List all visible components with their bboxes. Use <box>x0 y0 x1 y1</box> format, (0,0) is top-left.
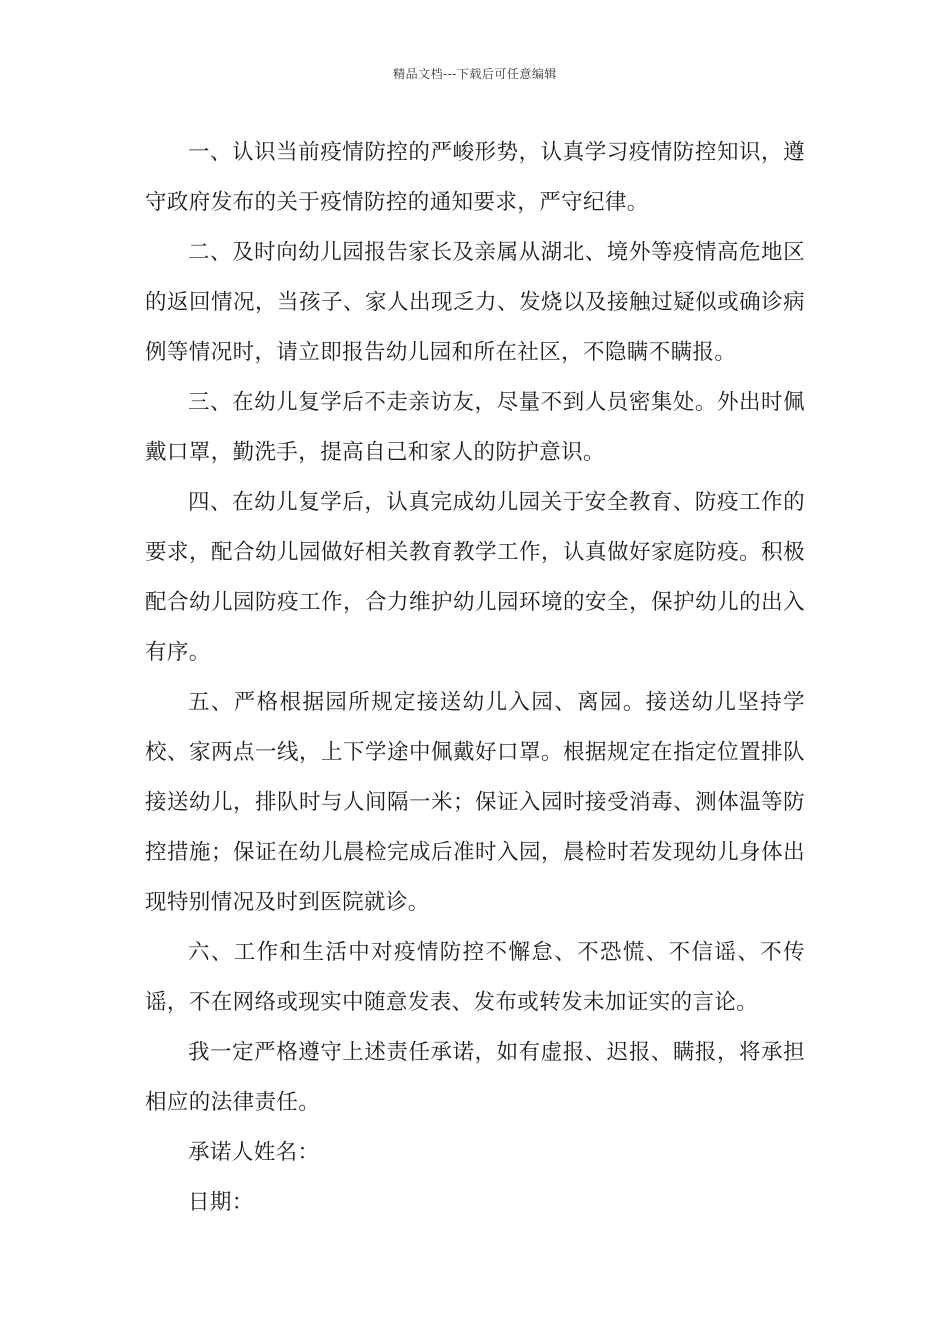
document-body <box>145 128 805 1228</box>
clause-2-paragraph: 二、及时向幼儿园报告家长及亲属从湖北、境外等疫情高危地区的返回情况，当孩子、家人出现乏力、发烧以及接触过疑似或确诊病例等情况时，请立即报告幼儿园和所在社区，不隐瞒不瞒报。 <box>145 240 805 365</box>
clause-5-paragraph: 五、严格根据园所规定接送幼儿入园、离园。接送幼儿坚持学校、家两点一线，上下学途中佩戴好口罩。根据规定在指定位置排队接送幼儿，排队时与人间隔一米；保证入园时接受消毒、测体温等防控措施；保证在幼儿晨检完成后准时入园，晨检时若发现幼儿身体出现特别情况及时到医院就诊。 <box>145 690 805 915</box>
clause-1-paragraph: 一、认识当前疫情防控的严峻形势，认真学习疫情防控知识，遵守政府发布的关于疫情防控的通知要求，严守纪律。 <box>145 140 805 215</box>
commitment-statement: 我一定严格遵守上述责任承诺，如有虚报、迟报、瞒报，将承担相应的法律责任。 <box>145 1040 805 1115</box>
clause-3-paragraph: 三、在幼儿复学后不走亲访友，尽量不到人员密集处。外出时佩戴口罩，勤洗手，提高自己和家人的防护意识。 <box>145 390 805 465</box>
clause-4-paragraph: 四、在幼儿复学后，认真完成幼儿园关于安全教育、防疫工作的要求，配合幼儿园做好相关教育教学工作，认真做好家庭防疫。积极配合幼儿园防疫工作，合力维护幼儿园环境的安全，保护幼儿的出入有序。 <box>145 490 805 665</box>
page-header: 精品文档---下载后可任意编辑 <box>393 67 557 81</box>
signer-name-label: 承诺人姓名： <box>188 1140 320 1165</box>
clause-6-paragraph: 六、工作和生活中对疫情防控不懈怠、不恐慌、不信谣、不传谣，不在网络或现实中随意发表、发布或转发未加证实的言论。 <box>145 940 805 1015</box>
date-label: 日期： <box>188 1190 254 1215</box>
